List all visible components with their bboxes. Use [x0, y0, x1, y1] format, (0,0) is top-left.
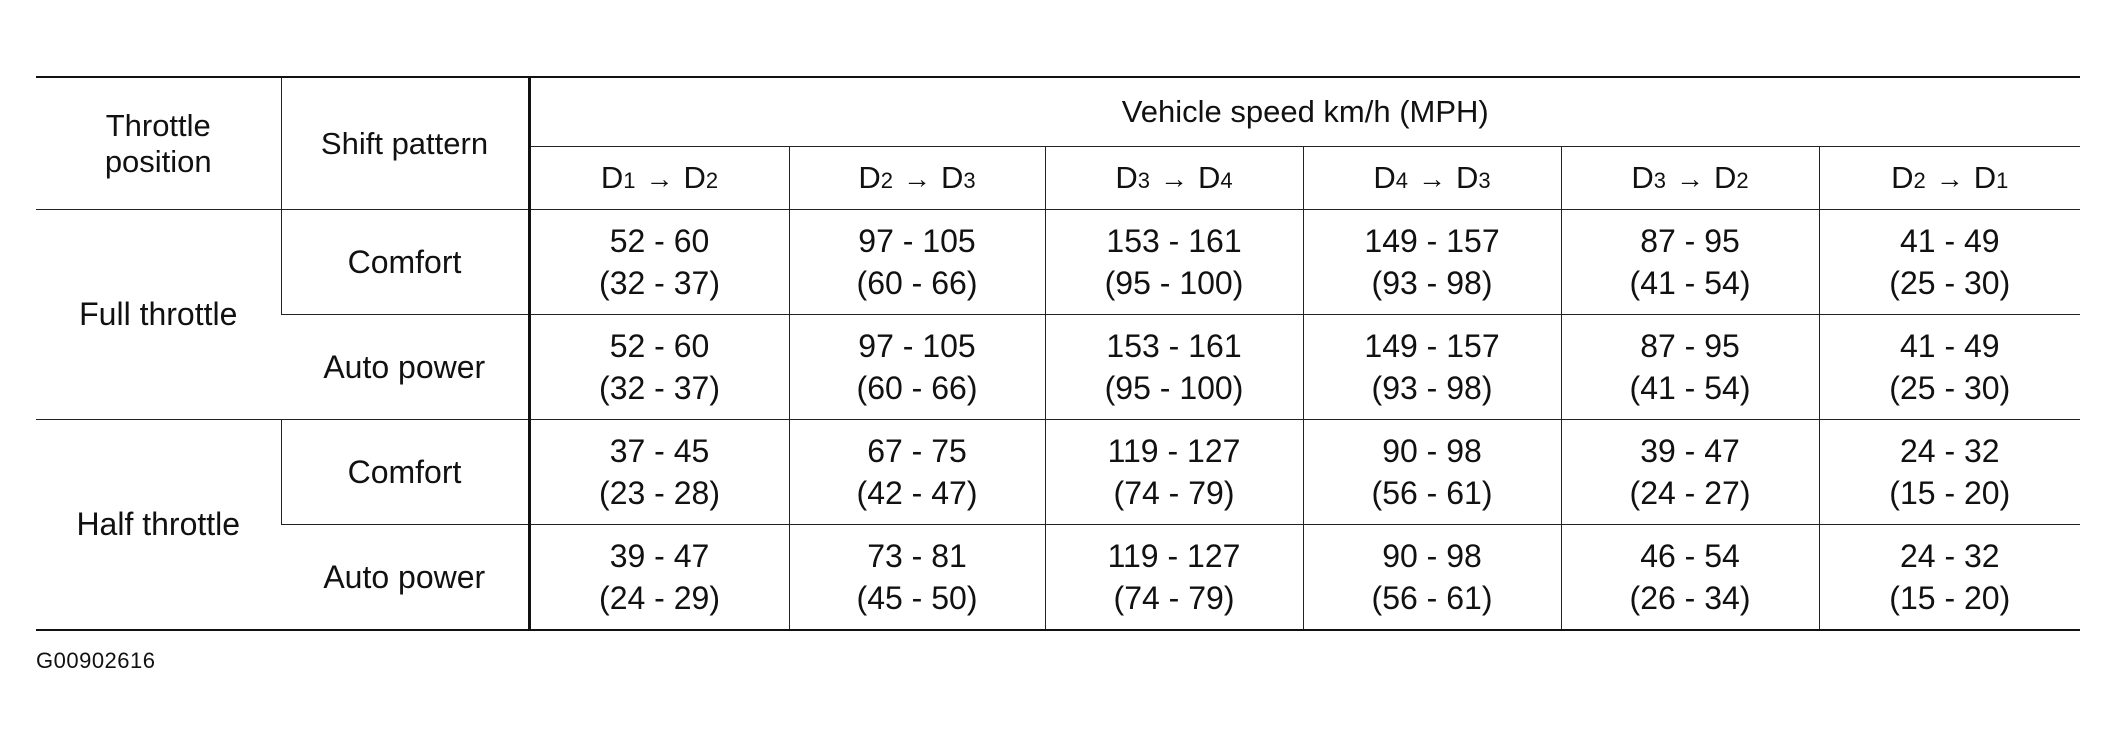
shift-pattern-header: Shift pattern: [281, 77, 529, 210]
speed-mph: (42 - 47): [856, 475, 978, 511]
speed-kmh: 149 - 157: [1364, 328, 1500, 364]
throttle-position-header: Throttle position: [36, 77, 281, 210]
speed-cell: [529, 525, 789, 631]
shift-gear-text: D: [1115, 160, 1138, 195]
speed-mph: (95 - 100): [1104, 370, 1244, 406]
speed-mph: (93 - 98): [1371, 370, 1493, 406]
speed-mph: (74 - 79): [1113, 475, 1235, 511]
speed-kmh: 52 - 60: [609, 223, 710, 259]
speed-cell: [1303, 315, 1561, 420]
speed-mph: (60 - 66): [856, 370, 978, 406]
speed-kmh: 67 - 75: [867, 433, 967, 469]
speed-cell: [1303, 420, 1561, 525]
speed-cell: [1561, 210, 1819, 315]
speed-kmh: 90 - 98: [1382, 538, 1482, 574]
shift-gear-text: 1: [1996, 168, 2009, 193]
speed-cell: [1045, 525, 1303, 631]
speed-kmh: 39 - 47: [1640, 433, 1740, 469]
speed-cell: [1045, 315, 1303, 420]
shift-arrow: →: [1160, 163, 1188, 194]
speed-mph: (25 - 30): [1889, 370, 2011, 406]
shift-gear-text: 4: [1220, 168, 1233, 193]
speed-cell: [1045, 420, 1303, 525]
shift-gear-text: 2: [880, 168, 893, 193]
shift-pattern-label: Auto power: [281, 315, 529, 420]
speed-cell: [789, 420, 1045, 525]
speed-mph: (24 - 29): [599, 580, 720, 616]
shift-gear-text: D: [858, 160, 881, 195]
speed-mph: (26 - 34): [1629, 580, 1751, 616]
shift-gear-text: D: [683, 160, 706, 195]
speed-cell: [789, 315, 1045, 420]
shift-arrow: →: [1418, 163, 1446, 194]
speed-mph: (56 - 61): [1371, 580, 1493, 616]
shift-gear-text: D: [600, 160, 624, 195]
speed-kmh: 24 - 32: [1899, 433, 2000, 469]
speed-kmh: 41 - 49: [1899, 328, 2000, 364]
speed-kmh: 52 - 60: [609, 328, 710, 364]
speed-cell: [529, 420, 789, 525]
table-body: [36, 210, 2080, 631]
speed-kmh: 41 - 49: [1899, 223, 2000, 259]
speed-cell: [1819, 525, 2080, 631]
speed-cell: [789, 210, 1045, 315]
speed-cell: [789, 525, 1045, 631]
speed-kmh: 46 - 54: [1640, 538, 1740, 574]
speed-cell: [529, 315, 789, 420]
speed-kmh: 153 - 161: [1106, 328, 1242, 364]
speed-mph: (25 - 30): [1889, 265, 2011, 301]
speed-kmh: 90 - 98: [1382, 433, 1482, 469]
shift-gear-text: 3: [1137, 168, 1150, 193]
speed-mph: (15 - 20): [1889, 580, 2011, 616]
shift-gear-text: D: [1714, 160, 1737, 195]
speed-kmh: 24 - 32: [1899, 538, 2000, 574]
table-row: [36, 525, 2080, 631]
shift-header-2: [1045, 147, 1303, 210]
speed-cell: [1045, 210, 1303, 315]
speed-kmh: 149 - 157: [1364, 223, 1500, 259]
shift-pattern-label: Comfort: [281, 210, 529, 315]
shift-gear-text: 3: [1478, 168, 1491, 193]
throttle-label: Half throttle: [36, 420, 281, 631]
speed-kmh: 87 - 95: [1640, 328, 1740, 364]
shift-header-3: [1303, 147, 1561, 210]
speed-cell: [1561, 525, 1819, 631]
throttle-label: Full throttle: [36, 210, 281, 420]
shift-gear-text: D: [1631, 160, 1654, 195]
header-row: [36, 77, 2080, 147]
speed-cell: [529, 210, 789, 315]
speed-mph: (74 - 79): [1113, 580, 1235, 616]
speed-mph: (95 - 100): [1104, 265, 1244, 301]
speed-mph: (56 - 61): [1371, 475, 1493, 511]
speed-kmh: 119 - 127: [1107, 433, 1241, 469]
shift-header-0: [529, 147, 789, 210]
speed-mph: (45 - 50): [856, 580, 978, 616]
speed-kmh: 39 - 47: [609, 538, 710, 574]
speed-mph: (32 - 37): [599, 370, 720, 406]
shift-header-1: [789, 147, 1045, 210]
speed-cell: [1561, 420, 1819, 525]
table-row: [36, 315, 2080, 420]
speed-kmh: 37 - 45: [609, 433, 710, 469]
shift-gear-text: D: [941, 160, 964, 195]
speed-mph: (93 - 98): [1371, 265, 1493, 301]
shift-arrow: →: [1935, 163, 1964, 194]
speed-mph: (41 - 54): [1629, 370, 1751, 406]
shift-gear-text: 2: [1913, 168, 1926, 193]
shift-gear-text: D: [1891, 160, 1914, 195]
speed-mph: (24 - 27): [1629, 475, 1751, 511]
shift-header-5: [1819, 147, 2080, 210]
speed-kmh: 97 - 105: [858, 223, 976, 259]
speed-kmh: 119 - 127: [1107, 538, 1241, 574]
figure-code: G00902616: [36, 648, 156, 673]
speed-mph: (41 - 54): [1629, 265, 1751, 301]
table-row: [36, 420, 2080, 525]
shift-gear-text: 3: [1653, 168, 1666, 193]
speed-cell: [1819, 420, 2080, 525]
speed-cell: [1561, 315, 1819, 420]
shift-gear-text: 2: [1736, 168, 1749, 193]
speed-mph: (23 - 28): [599, 475, 720, 511]
shift-gear-text: 2: [705, 168, 719, 193]
shift-arrow: →: [645, 163, 674, 194]
shift-gear-text: D: [1373, 160, 1396, 195]
shift-gear-text: 4: [1395, 168, 1408, 193]
shift-arrow: →: [1676, 163, 1704, 194]
speed-kmh: 73 - 81: [867, 538, 967, 574]
speed-cell: [1303, 525, 1561, 631]
speed-mph: (15 - 20): [1889, 475, 2011, 511]
speed-kmh: 97 - 105: [858, 328, 976, 364]
shift-gear-text: 3: [963, 168, 976, 193]
shift-pattern-label: Comfort: [281, 420, 529, 525]
shift-speed-table: [36, 76, 2080, 631]
speed-cell: [1819, 210, 2080, 315]
table-row: [36, 210, 2080, 315]
vehicle-speed-header: Vehicle speed km/h (MPH): [529, 77, 2080, 147]
shift-gear-text: D: [1198, 160, 1221, 195]
shift-gear-text: 1: [623, 168, 636, 193]
shift-header-4: [1561, 147, 1819, 210]
speed-kmh: 87 - 95: [1640, 223, 1740, 259]
shift-gear-text: D: [1456, 160, 1479, 195]
speed-cell: [1819, 315, 2080, 420]
speed-mph: (60 - 66): [856, 265, 978, 301]
speed-kmh: 153 - 161: [1106, 223, 1242, 259]
speed-mph: (32 - 37): [599, 265, 720, 301]
shift-gear-text: D: [1973, 160, 1997, 195]
speed-cell: [1303, 210, 1561, 315]
shift-arrow: →: [903, 163, 931, 194]
shift-pattern-label: Auto power: [281, 525, 529, 631]
